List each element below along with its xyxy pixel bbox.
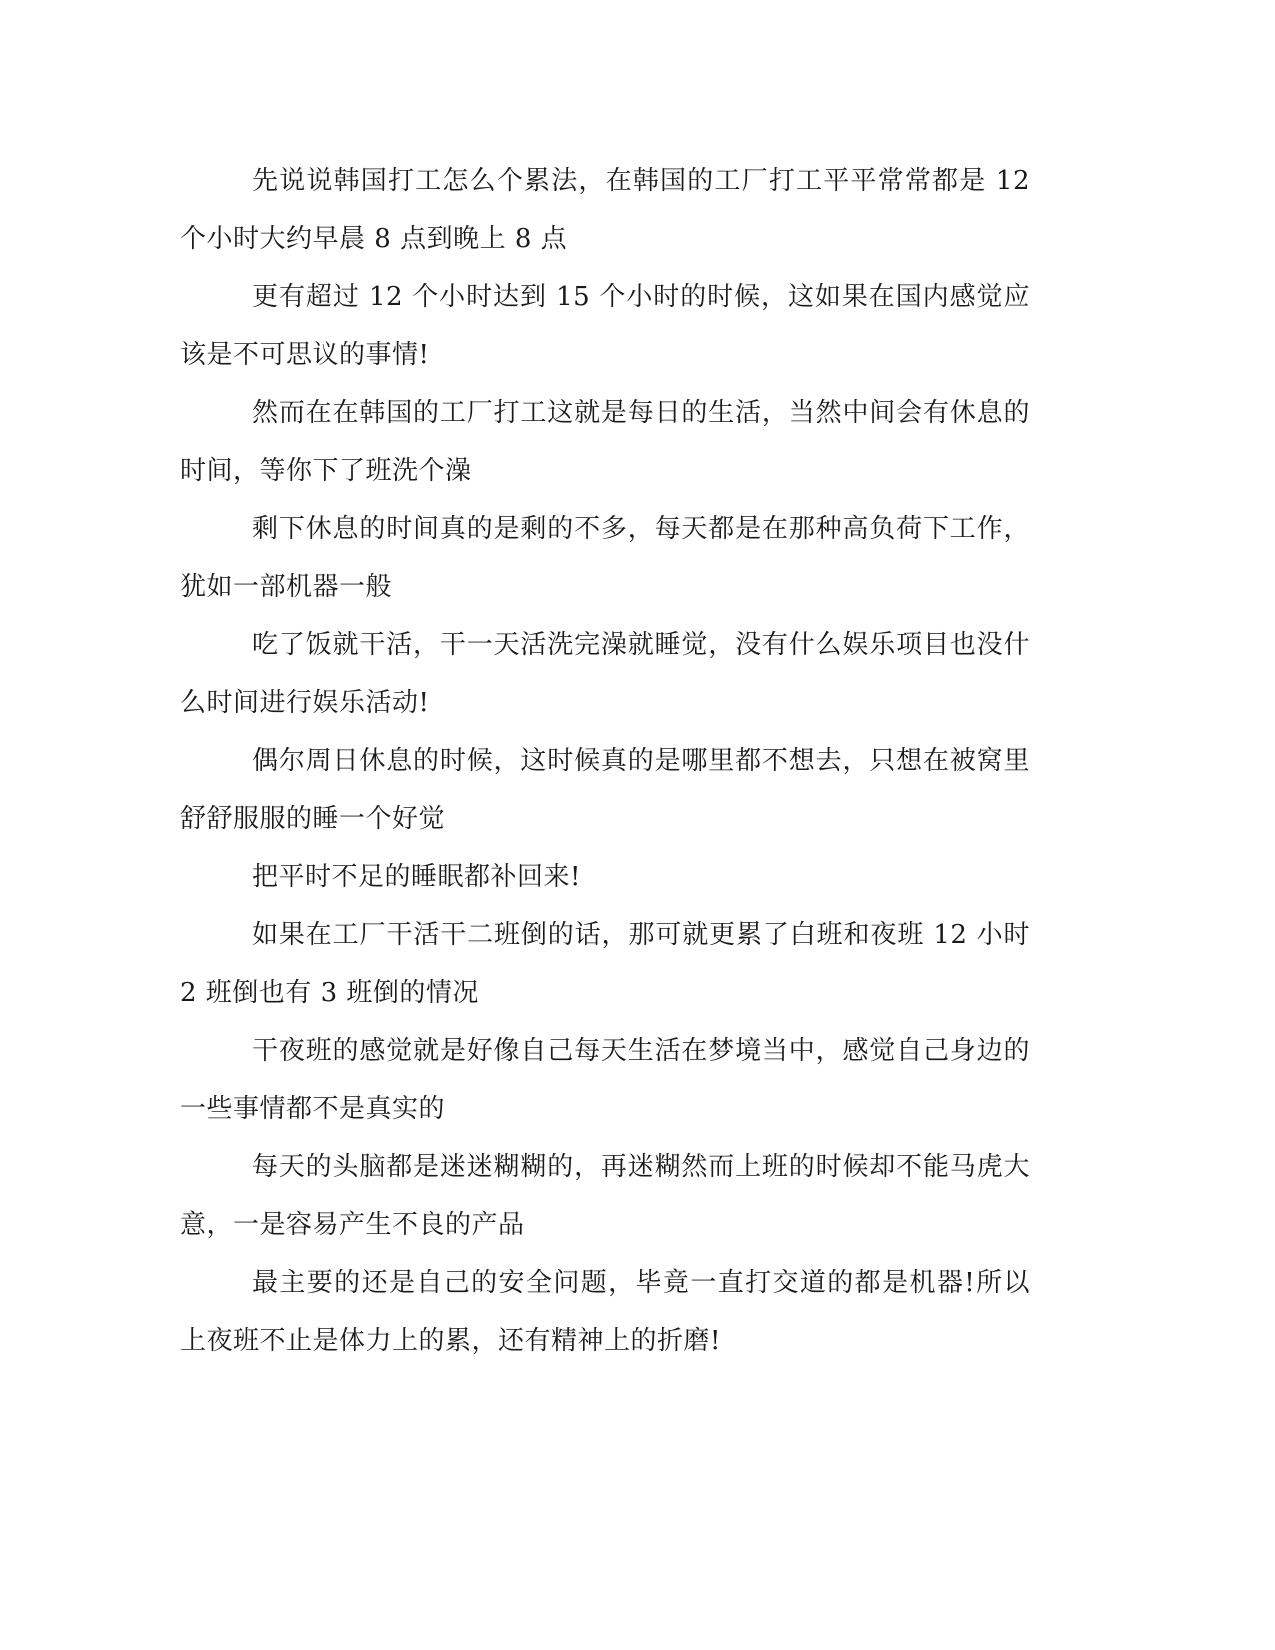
paragraph-8: 如果在工厂干活干二班倒的话，那可就更累了白班和夜班 12 小时 2 班倒也有 3 班倒的情况 xyxy=(180,920,1030,1008)
paragraph-4: 剩下休息的时间真的是剩的不多，每天都是在那种高负荷下工作，犹如一部机器一般 xyxy=(180,514,1030,602)
paragraph-10: 每天的头脑都是迷迷糊糊的，再迷糊然而上班的时候却不能马虎大意，一是容易产生不良的产品 xyxy=(180,1152,1030,1240)
paragraph-11: 最主要的还是自己的安全问题，毕竟一直打交道的都是机器!所以上夜班不止是体力上的累，还有精神上的折磨! xyxy=(180,1268,1030,1356)
paragraph-6: 偶尔周日休息的时候，这时候真的是哪里都不想去，只想在被窝里舒舒服服的睡一个好觉 xyxy=(180,746,1030,834)
paragraph-1: 先说说韩国打工怎么个累法，在韩国的工厂打工平平常常都是 12 个小时大约早晨 8 点到晚上 8 点 xyxy=(180,166,1030,254)
document-body xyxy=(180,152,1030,1370)
paragraph-3: 然而在在韩国的工厂打工这就是每日的生活，当然中间会有休息的时间，等你下了班洗个澡 xyxy=(180,398,1030,486)
paragraph-5: 吃了饭就干活，干一天活洗完澡就睡觉，没有什么娱乐项目也没什么时间进行娱乐活动! xyxy=(180,630,1030,718)
paragraph-2: 更有超过 12 个小时达到 15 个小时的时候，这如果在国内感觉应该是不可思议的事情! xyxy=(180,282,1030,370)
paragraph-7: 把平时不足的睡眠都补回来! xyxy=(252,862,581,892)
paragraph-9: 干夜班的感觉就是好像自己每天生活在梦境当中，感觉自己身边的一些事情都不是真实的 xyxy=(180,1036,1030,1124)
